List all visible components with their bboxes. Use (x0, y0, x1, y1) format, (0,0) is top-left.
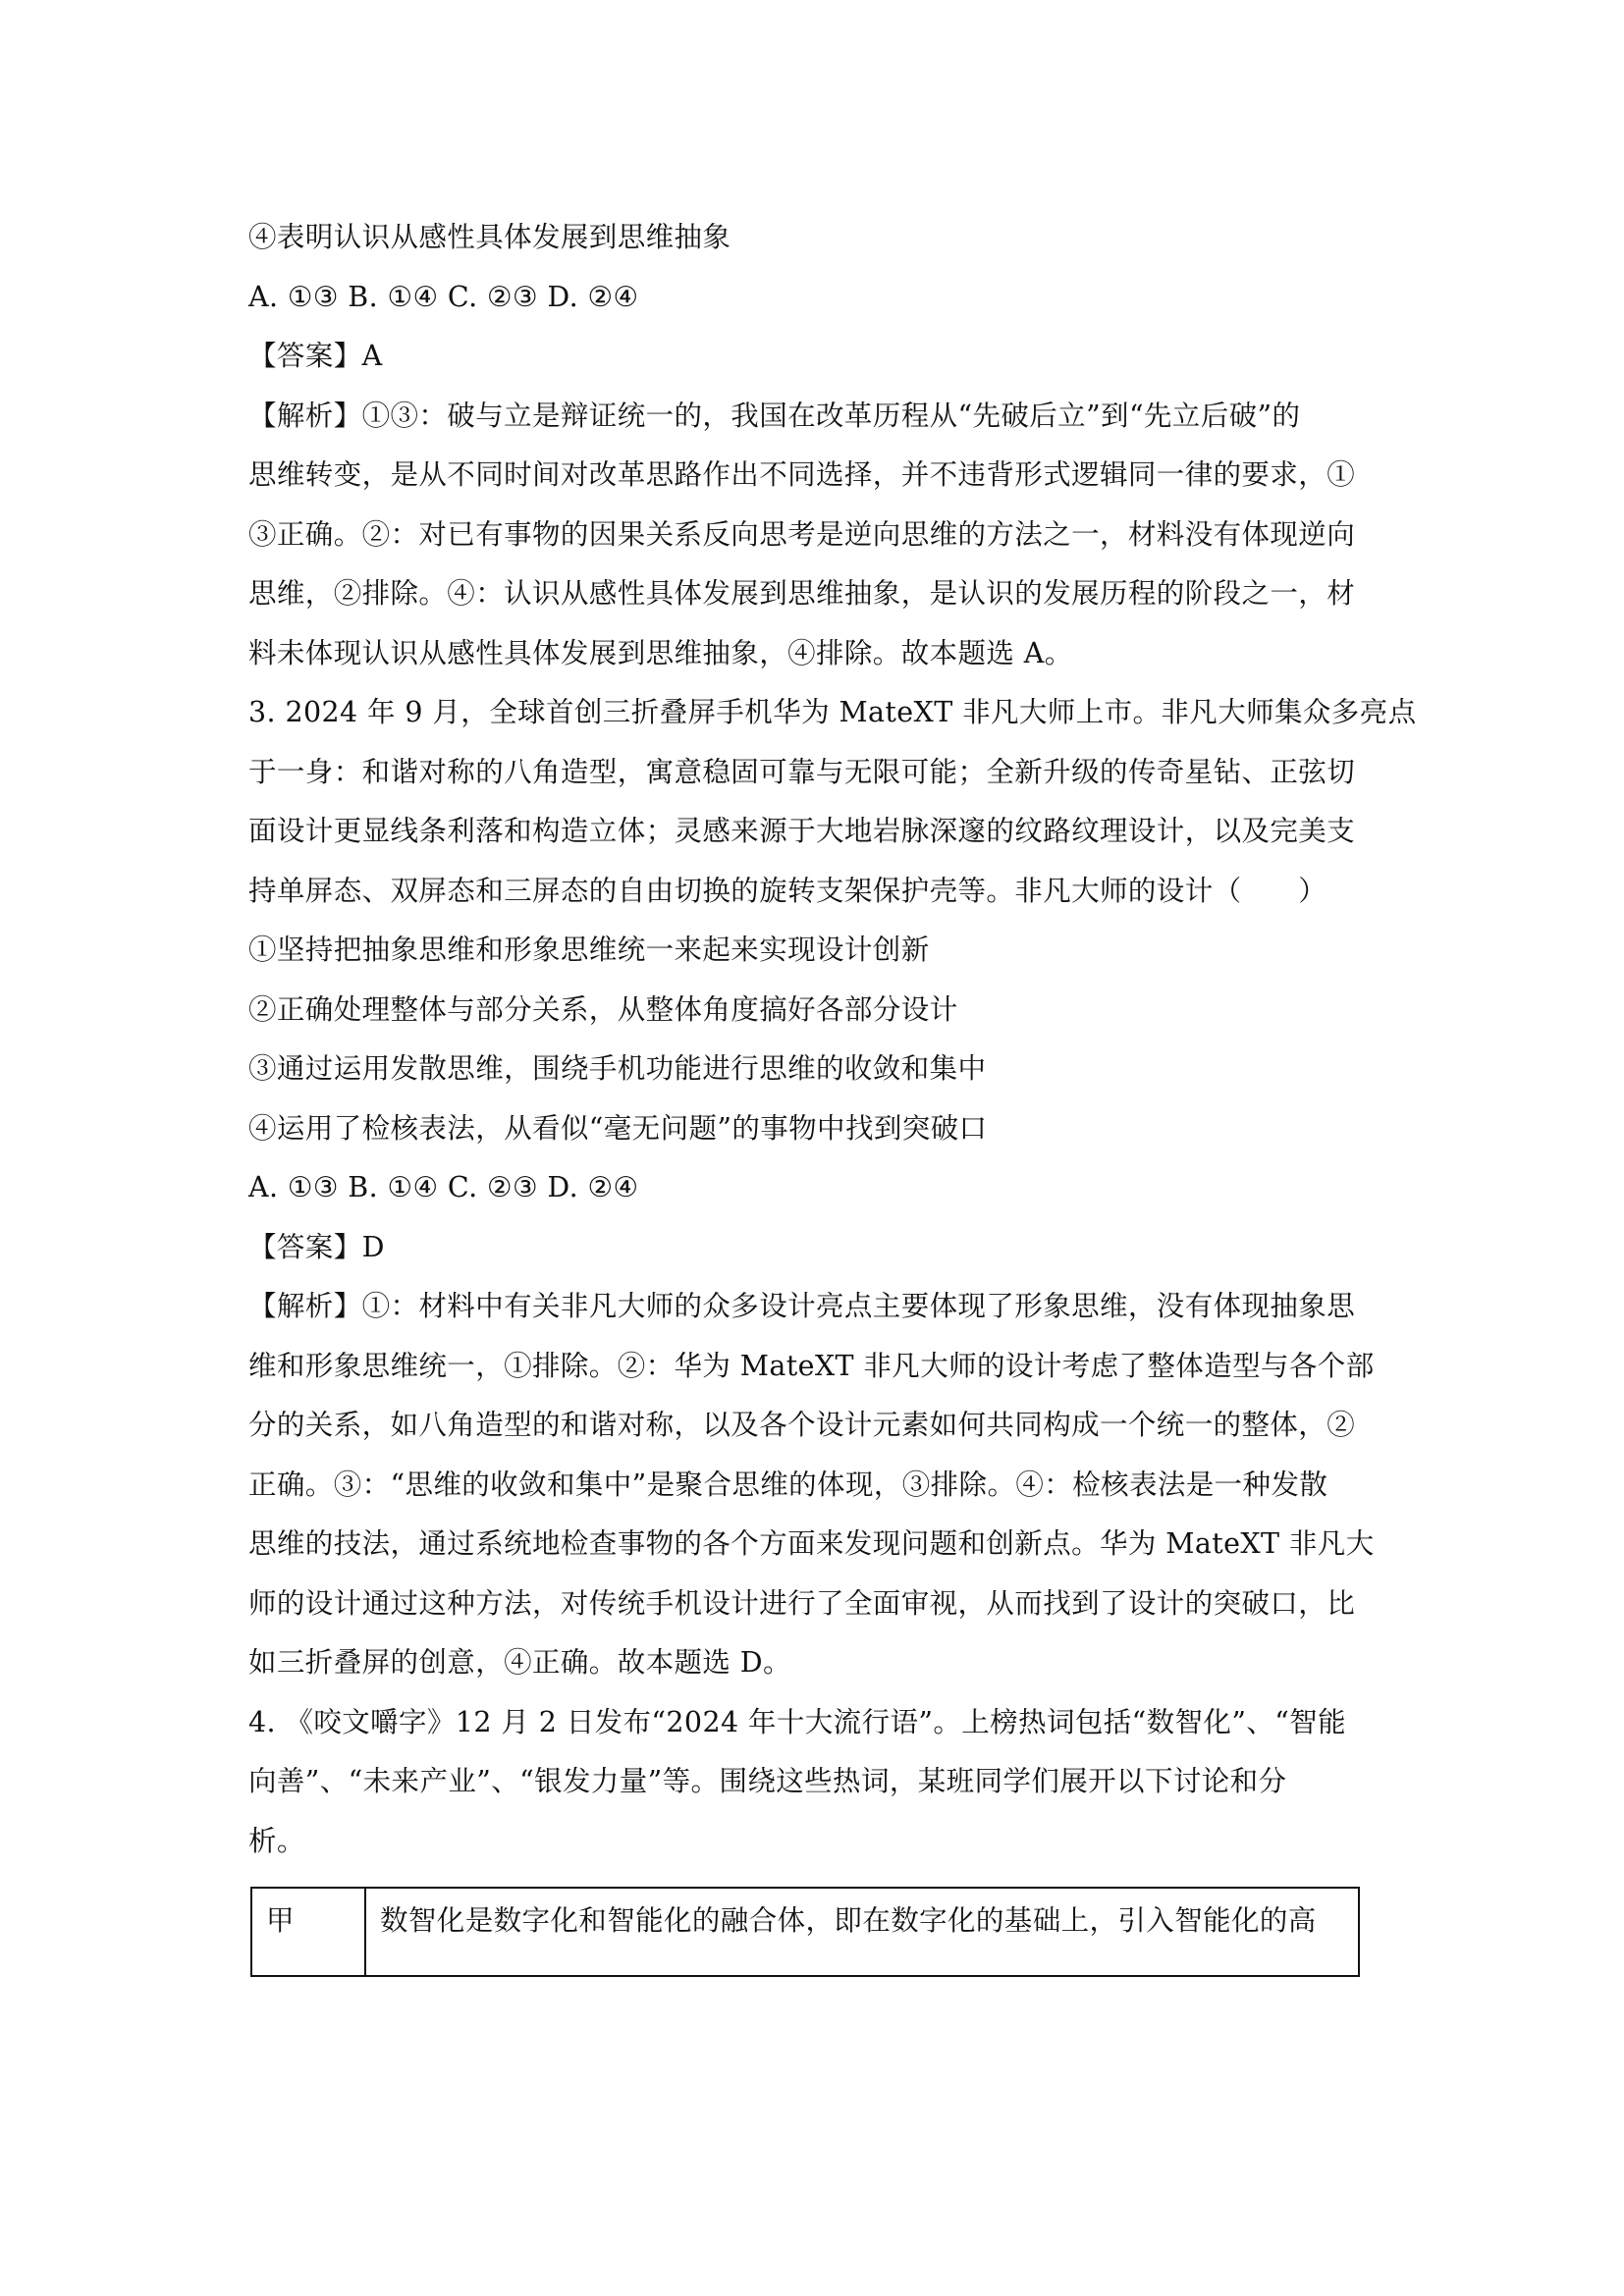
analysis-line: 师的设计通过这种方法，对传统手机设计进行了全面审视，从而找到了设计的突破口，比 (248, 1586, 1356, 1620)
document-body (248, 208, 1417, 1977)
question-4-line: 4. 《咬文嚼字》12 月 2 日发布“2024 年十大流行语”。上榜热词包括“数智化”、“智能 (248, 1705, 1346, 1738)
table-row-text: 数智化是数字化和智能化的融合体，即在数字化的基础上，引入智能化的高 (365, 1888, 1359, 1976)
text-line: ④表明认识从感性具体发展到思维抽象 (248, 221, 731, 253)
option-line: ①坚持把抽象思维和形象思维统一来起来实现设计创新 (248, 934, 930, 966)
analysis-line: 维和形象思维统一，①排除。②：华为 MateXT 非凡大师的设计考虑了整体造型与各个部 (248, 1349, 1375, 1382)
question-3-line: 持单屏态、双屏态和三屏态的自由切换的旋转支架保护壳等。非凡大师的设计（ ） (248, 874, 1327, 907)
answer-options: A. ①③ B. ①④ C. ②③ D. ②④ (248, 1171, 639, 1203)
table-row-label: 甲 (251, 1888, 365, 1976)
analysis-line: ③正确。②：对已有事物的因果关系反向思考是逆向思维的方法之一，材料没有体现逆向 (248, 517, 1356, 551)
analysis-line: 思维的技法，通过系统地检查事物的各个方面来发现问题和创新点。华为 MateXT 非凡大 (248, 1527, 1375, 1560)
analysis-line: 【解析】①：材料中有关非凡大师的众多设计亮点主要体现了形象思维，没有体现抽象思 (248, 1290, 1356, 1322)
discussion-table (250, 1887, 1360, 1977)
answer-options: A. ①③ B. ①④ C. ②③ D. ②④ (248, 280, 639, 313)
analysis-line: 思维转变，是从不同时间对改革思路作出不同选择，并不违背形式逻辑同一律的要求，① (248, 458, 1356, 491)
analysis-line: 思维，②排除。④：认识从感性具体发展到思维抽象，是认识的发展历程的阶段之一，材 (248, 577, 1356, 610)
question-3-line: 3. 2024 年 9 月，全球首创三折叠屏手机华为 MateXT 非凡大师上市。非凡大师集众多亮点 (248, 696, 1417, 728)
option-line: ④运用了检核表法，从看似“毫无问题”的事物中找到突破口 (248, 1111, 988, 1145)
question-3-line: 面设计更显线条利落和构造立体；灵感来源于大地岩脉深邃的纹路纹理设计，以及完美支 (248, 815, 1356, 847)
analysis-line: 【解析】①③：破与立是辩证统一的，我国在改革历程从“先破后立”到“先立后破”的 (248, 399, 1301, 432)
analysis-line: 如三折叠屏的创意，④正确。故本题选 D。 (248, 1646, 791, 1679)
question-3-line: 于一身：和谐对称的八角造型，寓意稳固可靠与无限可能；全新升级的传奇星钻、正弦切 (248, 755, 1356, 788)
table-row (251, 1888, 1359, 1976)
answer-key: 【答案】D (248, 1230, 385, 1263)
answer-key: 【答案】A (248, 340, 383, 372)
option-line: ②正确处理整体与部分关系，从整体角度搞好各部分设计 (248, 992, 958, 1026)
analysis-line: 分的关系，如八角造型的和谐对称，以及各个设计元素如何共同构成一个统一的整体，② (248, 1409, 1356, 1441)
analysis-line: 正确。③：“思维的收敛和集中”是聚合思维的体现，③排除。④：检核表法是一种发散 (248, 1468, 1328, 1501)
analysis-line: 料未体现认识从感性具体发展到思维抽象，④排除。故本题选 A。 (248, 636, 1073, 669)
question-4-line: 向善”、“未来产业”、“银发力量”等。围绕这些热词，某班同学们展开以下讨论和分 (248, 1765, 1287, 1797)
option-line: ③通过运用发散思维，围绕手机功能进行思维的收敛和集中 (248, 1052, 987, 1085)
question-4-line: 析。 (248, 1824, 305, 1857)
text-lines (248, 208, 1417, 1871)
